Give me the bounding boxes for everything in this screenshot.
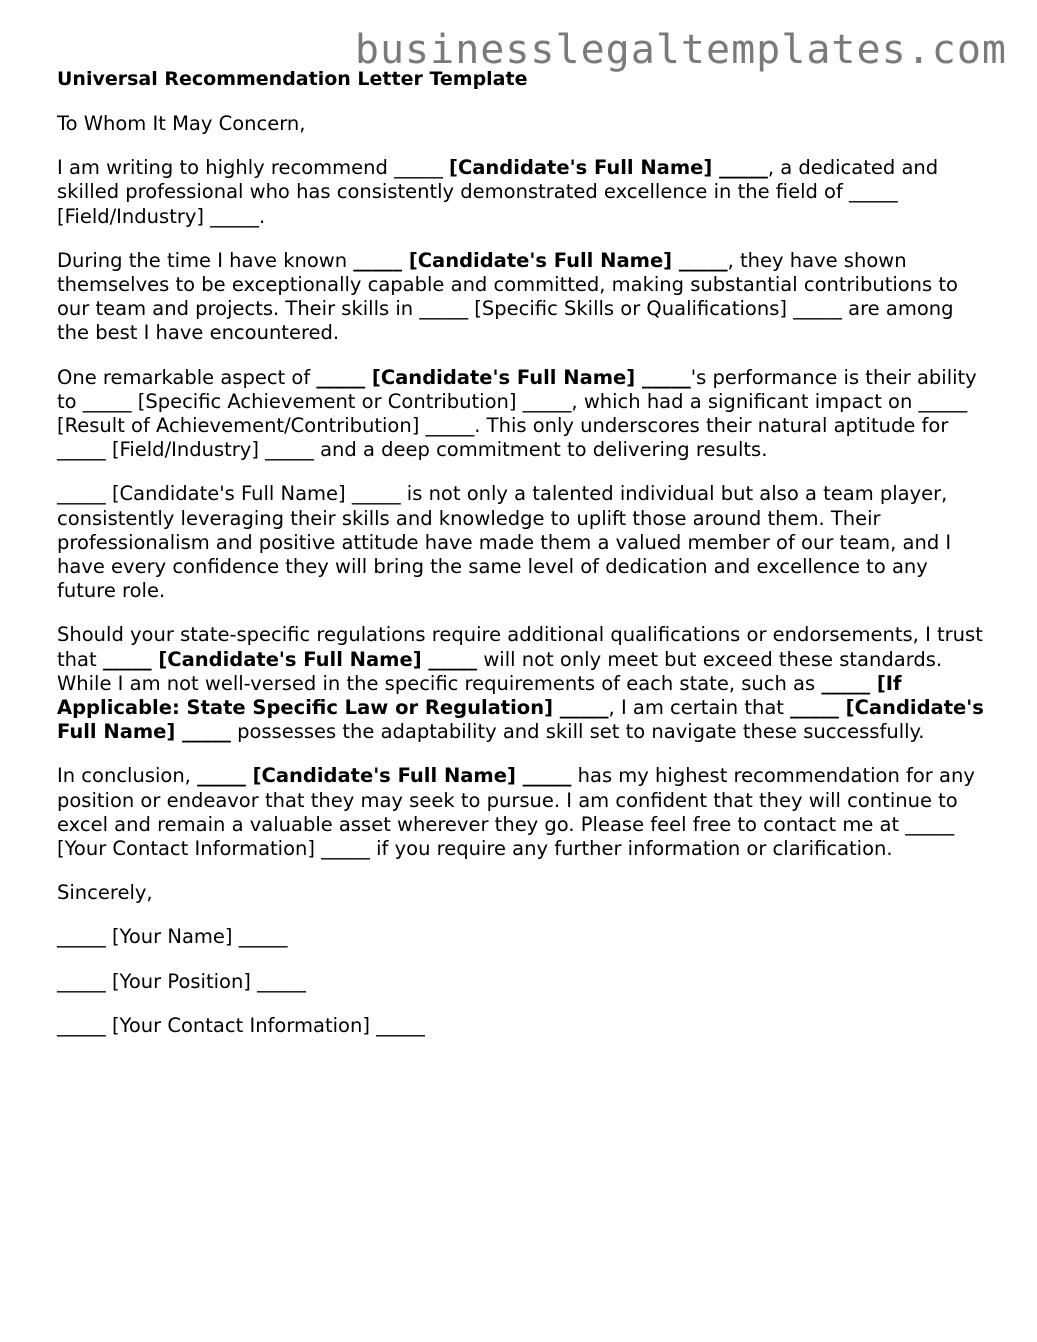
signature-contact: _____ [Your Contact Information] _____	[57, 1013, 425, 1037]
paragraph-achievement	[57, 366, 987, 463]
text: , they have shown themselves to be exceptionally capable and committed, making substantial contributions to our team and projects. Their skills in _____ [Specific Skills or Qualifications] _____ are among the best I have encountered.	[57, 248, 958, 345]
paragraph-regulations	[57, 623, 987, 744]
text: 's performance is their ability to _____ [Specific Achievement or Contribution] _____, which had a significant impact on _____ [Result of Achievement/Contribution] _____. This only underscores their natural aptitude for _____ [Field/Industry] _____ and a deep commitment to delivering results.	[57, 365, 977, 462]
paragraph-teamwork: _____ [Candidate's Full Name] _____ is not only a talented individual but also a team player, consistently leveraging their skills and knowledge to uplift those around them. Their professionalism and positive attitude have made them a valued member of our team, and I have every confidence they will bring the same level of dedication and excellence to any future role.	[57, 482, 952, 603]
candidate-name-placeholder: _____ [Candidate's Full Name] _____	[197, 764, 572, 788]
salutation: To Whom It May Concern,	[57, 112, 306, 135]
text: During the time I have known	[57, 248, 354, 272]
signature-position: _____ [Your Position] _____	[57, 969, 306, 993]
text: Should your state-specific regulations require additional qualifications or endorsements, I trust that	[57, 623, 983, 671]
letter-body	[57, 66, 987, 1058]
signature-name: _____ [Your Name] _____	[57, 925, 288, 949]
document-title: Universal Recommendation Letter Template	[57, 68, 528, 90]
text: One remarkable aspect of	[57, 365, 317, 389]
watermark: businesslegaltemplates.com	[354, 27, 1007, 73]
candidate-name-placeholder: _____ [Candidate's Full Name] _____	[102, 647, 478, 671]
paragraph-relationship	[57, 249, 987, 346]
paragraph-introduction	[57, 156, 987, 229]
text: has my highest recommendation for any position or endeavor that they may seek to pursue. I am confident that they will continue to excel and remain a valuable asset wherever they go. Please feel free to contact me at _____ [Your Contact Information] _____ if you require any further information or clarification.	[57, 764, 975, 861]
candidate-name-placeholder: _____ [Candidate's Full Name] _____	[57, 696, 984, 744]
text: , a dedicated and skilled professional who has consistently demonstrated excellence in the field of _____ [Field/Industry] _____.	[57, 156, 939, 228]
text: possesses the adaptability and skill set to navigate these successfully.	[230, 720, 925, 744]
text: , I am certain that	[608, 696, 791, 720]
closing: Sincerely,	[57, 881, 153, 905]
candidate-name-placeholder: _____ [Candidate's Full Name] _____	[353, 248, 728, 272]
text: will not only meet but exceed these standards. While I am not well-versed in the specific requirements of each state, such as	[57, 647, 943, 695]
paragraph-conclusion	[57, 764, 987, 861]
text: In conclusion,	[57, 764, 198, 788]
text: I am writing to highly recommend _____	[57, 156, 450, 180]
state-law-placeholder: _____ [If Applicable: State Specific Law or Regulation] _____	[57, 671, 902, 720]
candidate-name-placeholder: [Candidate's Full Name] _____	[449, 156, 768, 180]
candidate-name-placeholder: _____ [Candidate's Full Name] _____	[316, 365, 691, 389]
